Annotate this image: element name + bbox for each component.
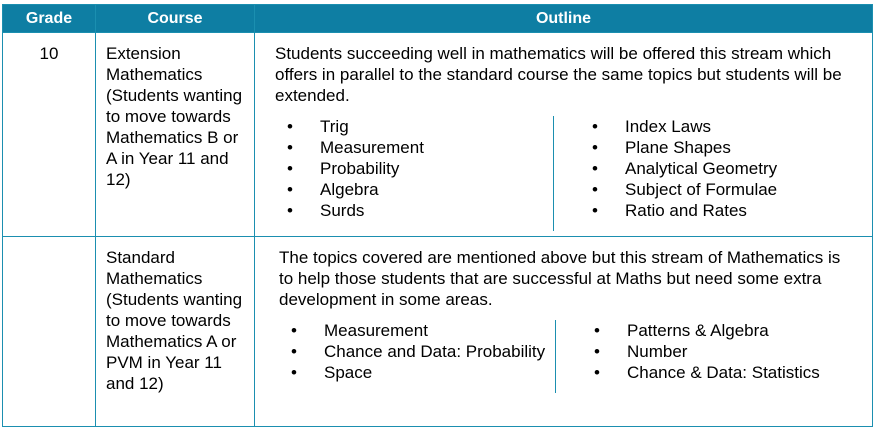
topics-left-column [279, 320, 556, 393]
header-row [3, 5, 873, 33]
grade-cell [3, 237, 96, 427]
topic-columns [279, 320, 858, 393]
course-cell: Standard Mathematics (Students wanting to move towards Mathematics A or PVM in Year 11 and 12) [96, 237, 255, 427]
topic-columns [275, 116, 858, 231]
outline-intro: The topics covered are mentioned above but this stream of Mathematics is to help those students that are successful at Maths but need some extra development in some areas. [279, 248, 841, 309]
list-item: • Plane Shapes [592, 137, 858, 158]
topic-list [275, 116, 553, 221]
list-item: • Patterns & Algebra [594, 320, 858, 341]
topics-left-column [275, 116, 554, 231]
outline-cell [255, 237, 873, 427]
outline-intro: Students succeeding well in mathematics will be offered this stream which offers in parallel to the standard course the same topics but students will be extended. [275, 44, 842, 105]
list-item: • Measurement [287, 137, 553, 158]
list-item: • Chance and Data: Probability [291, 341, 555, 362]
list-item: • Number [594, 341, 858, 362]
topics-right-column [556, 320, 858, 393]
topic-list [582, 320, 858, 383]
list-item: • Probability [287, 158, 553, 179]
list-item: • Algebra [287, 179, 553, 200]
topics-right-column [554, 116, 858, 231]
header-outline: Outline [255, 5, 873, 33]
topic-list [580, 116, 858, 221]
list-item: • Surds [287, 200, 553, 221]
list-item: • Space [291, 362, 555, 383]
header-grade: Grade [3, 5, 96, 33]
table-row [3, 33, 873, 237]
list-item: • Subject of Formulae [592, 179, 858, 200]
header-course: Course [96, 5, 255, 33]
list-item: • Chance & Data: Statistics [594, 362, 858, 383]
outline-cell [255, 33, 873, 237]
grade-cell: 10 [3, 33, 96, 237]
course-cell: Extension Mathematics (Students wanting to move towards Mathematics B or A in Year 11 and 12) [96, 33, 255, 237]
list-item: • Index Laws [592, 116, 858, 137]
list-item: • Analytical Geometry [592, 158, 858, 179]
list-item: • Ratio and Rates [592, 200, 858, 221]
table-row [3, 237, 873, 427]
list-item: • Measurement [291, 320, 555, 341]
topic-list [279, 320, 555, 383]
course-outline-table [2, 4, 873, 427]
list-item: • Trig [287, 116, 553, 137]
